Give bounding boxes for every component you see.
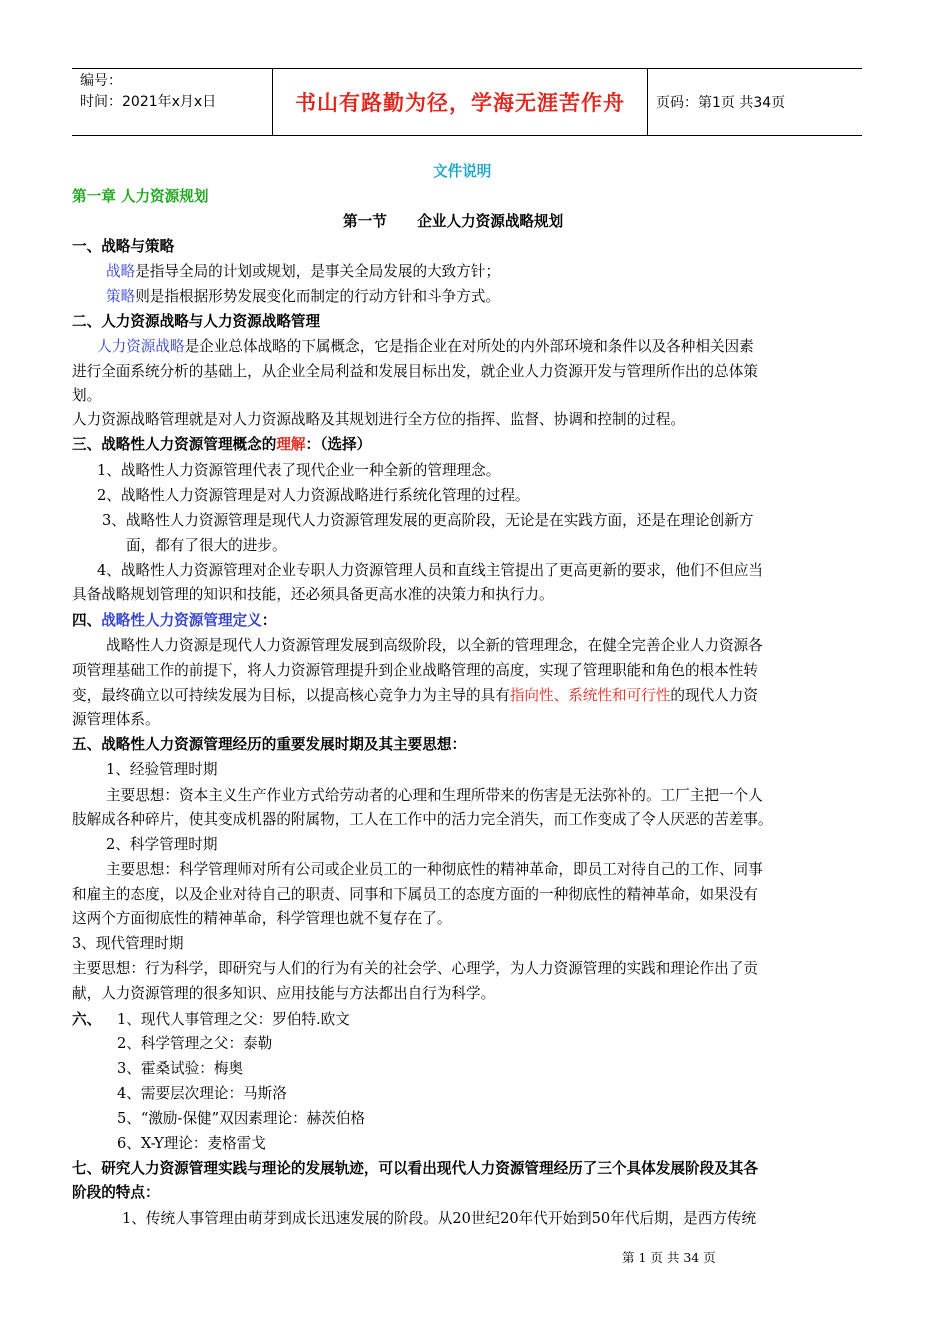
text: 三、战略性人力资源管理概念的 bbox=[72, 436, 277, 453]
text: 四、 bbox=[72, 612, 102, 629]
paragraph-line: 和雇主的态度，以及企业对待自己的职责、同事和下属员工的态度方面的一种彻底性的精神革命，如果没有 bbox=[72, 886, 758, 903]
paragraph bbox=[106, 287, 500, 307]
list-item: 1、传统人事管理由萌芽到成长迅速发展的阶段。从20世纪20年代开始到50年代后期，是西方传统 bbox=[122, 1210, 757, 1227]
section-title: 第一节 企业人力资源战略规划 bbox=[343, 213, 564, 230]
text: 变，最终确立以可持续发展为目标，以提高核心竞争力为主导的具有 bbox=[72, 687, 510, 704]
time-label: 时间：2021年x月x日 bbox=[80, 94, 217, 110]
paragraph-line: 源管理体系。 bbox=[72, 711, 160, 728]
paragraph bbox=[97, 337, 754, 357]
term-hr-strategy: 人力资源战略 bbox=[97, 338, 185, 355]
text: ： bbox=[261, 612, 277, 629]
sub-heading: 2、科学管理时期 bbox=[106, 836, 218, 853]
header-meta-cell bbox=[72, 69, 273, 135]
page-footer: 第 1 页 共 34 页 bbox=[622, 1250, 716, 1265]
heading-6: 六、 bbox=[72, 1011, 102, 1028]
text: 的现代人力资 bbox=[670, 687, 758, 704]
text: ：（选择） bbox=[305, 436, 372, 453]
paragraph-line: 主要思想：资本主义生产作业方式给劳动者的心理和生理所带来的伤害是无法弥补的。工厂主把一个人 bbox=[106, 787, 763, 804]
heading-5: 五、战略性人力资源管理经历的重要发展时期及其主要思想： bbox=[72, 736, 467, 753]
text: 是企业总体战略的下属概念，它是指企业在对所处的内外部环境和条件以及各种相关因素 bbox=[184, 338, 754, 355]
paragraph-line: 献，人力资源管理的很多知识、应用技能与方法都出自行为科学。 bbox=[72, 985, 496, 1002]
text: 是指导全局的计划或规划，是事关全局发展的大致方针； bbox=[135, 263, 501, 280]
sub-heading: 3、现代管理时期 bbox=[72, 935, 184, 952]
paragraph-line: 主要思想：科学管理师对所有公司或企业员工的一种彻底性的精神革命，即员工对待自己的工作、同事 bbox=[106, 861, 763, 878]
list-item: 2、科学管理之父：泰勒 bbox=[117, 1035, 273, 1052]
highlight: 指向性、系统性和可行性 bbox=[509, 687, 671, 704]
doc-title: 文件说明 bbox=[433, 163, 492, 180]
motto: 书山有路勤为径，学海无涯苦作舟 bbox=[273, 69, 648, 135]
heading-4 bbox=[72, 611, 276, 631]
list-item: 6、X-Y理论：麦格雷戈 bbox=[117, 1135, 266, 1152]
highlight: 战略性人力资源管理定义 bbox=[101, 612, 262, 629]
chapter-title: 第一章 人力资源规划 bbox=[72, 188, 209, 205]
header-table bbox=[72, 68, 862, 136]
paragraph-line: 划。 bbox=[72, 387, 102, 404]
paragraph-line: 进行全面系统分析的基础上，从企业全局利益和发展目标出发，就企业人力资源开发与管理所作出的总体策 bbox=[72, 363, 758, 380]
heading-7: 七、研究人力资源管理实践与理论的发展轨迹，可以看出现代人力资源管理经历了三个具体发展阶段及其各 bbox=[72, 1160, 758, 1177]
list-item-cont: 具备战略规划管理的知识和技能，还必须具备更高水准的决策力和执行力。 bbox=[72, 586, 554, 603]
list-item: 4、需要层次理论：马斯洛 bbox=[117, 1085, 287, 1102]
list-item: 1、现代人事管理之父：罗伯特.欧文 bbox=[117, 1011, 350, 1028]
number-label: 编号： bbox=[80, 73, 122, 89]
list-item: 3、战略性人力资源管理是现代人力资源管理发展的更高阶段，无论是在实践方面，还是在理论创新方 bbox=[102, 512, 754, 529]
heading-3 bbox=[72, 435, 371, 455]
sub-heading: 1、经验管理时期 bbox=[106, 761, 218, 778]
term-tactic: 策略 bbox=[106, 288, 136, 305]
paragraph-line bbox=[72, 686, 758, 706]
list-item: 1、战略性人力资源管理代表了现代企业一种全新的管理理念。 bbox=[97, 462, 501, 479]
list-item: 2、战略性人力资源管理是对人力资源战略进行系统化管理的过程。 bbox=[97, 487, 530, 504]
list-item: 3、霍桑试验：梅奥 bbox=[117, 1060, 244, 1077]
list-item: 4、战略性人力资源管理对企业专职人力资源管理人员和直线主管提出了更高更新的要求，他们不但应当 bbox=[97, 562, 764, 579]
paragraph-line: 肢解成各种碎片，使其变成机器的附属物，工人在工作中的活力完全消失，而工作变成了令人厌恶的苦差事。 bbox=[72, 811, 773, 828]
list-item: 5、“激励-保健”双因素理论：赫茨伯格 bbox=[117, 1110, 366, 1127]
term-strategy: 战略 bbox=[106, 263, 136, 280]
heading-7-cont: 阶段的特点： bbox=[72, 1184, 160, 1201]
paragraph bbox=[106, 262, 500, 282]
paragraph-line: 这两个方面彻底性的精神革命，科学管理也就不复存在了。 bbox=[72, 910, 452, 927]
paragraph-line: 战略性人力资源是现代人力资源管理发展到高级阶段，以全新的管理理念，在健全完善企业人力资源各 bbox=[106, 637, 763, 654]
paragraph-line: 人力资源战略管理就是对人力资源战略及其规划进行全方位的指挥、监督、协调和控制的过程。 bbox=[72, 411, 685, 428]
heading-1: 一、战略与策略 bbox=[72, 238, 175, 255]
page-label: 页码：第1页 共34页 bbox=[656, 95, 786, 111]
paragraph-line: 主要思想：行为科学，即研究与人们的行为有关的社会学、心理学，为人力资源管理的实践和理论作出了贡 bbox=[72, 960, 758, 977]
list-item-cont: 面，都有了很大的进步。 bbox=[126, 537, 287, 554]
heading-2: 二、人力资源战略与人力资源战略管理 bbox=[72, 313, 321, 330]
paragraph-line: 项管理基础工作的前提下，将人力资源管理提升到企业战略管理的高度，实现了管理职能和角色的根本性转 bbox=[72, 662, 758, 679]
highlight: 理解 bbox=[276, 436, 306, 453]
text: 则是指根据形势发展变化而制定的行动方针和斗争方式。 bbox=[135, 288, 501, 305]
